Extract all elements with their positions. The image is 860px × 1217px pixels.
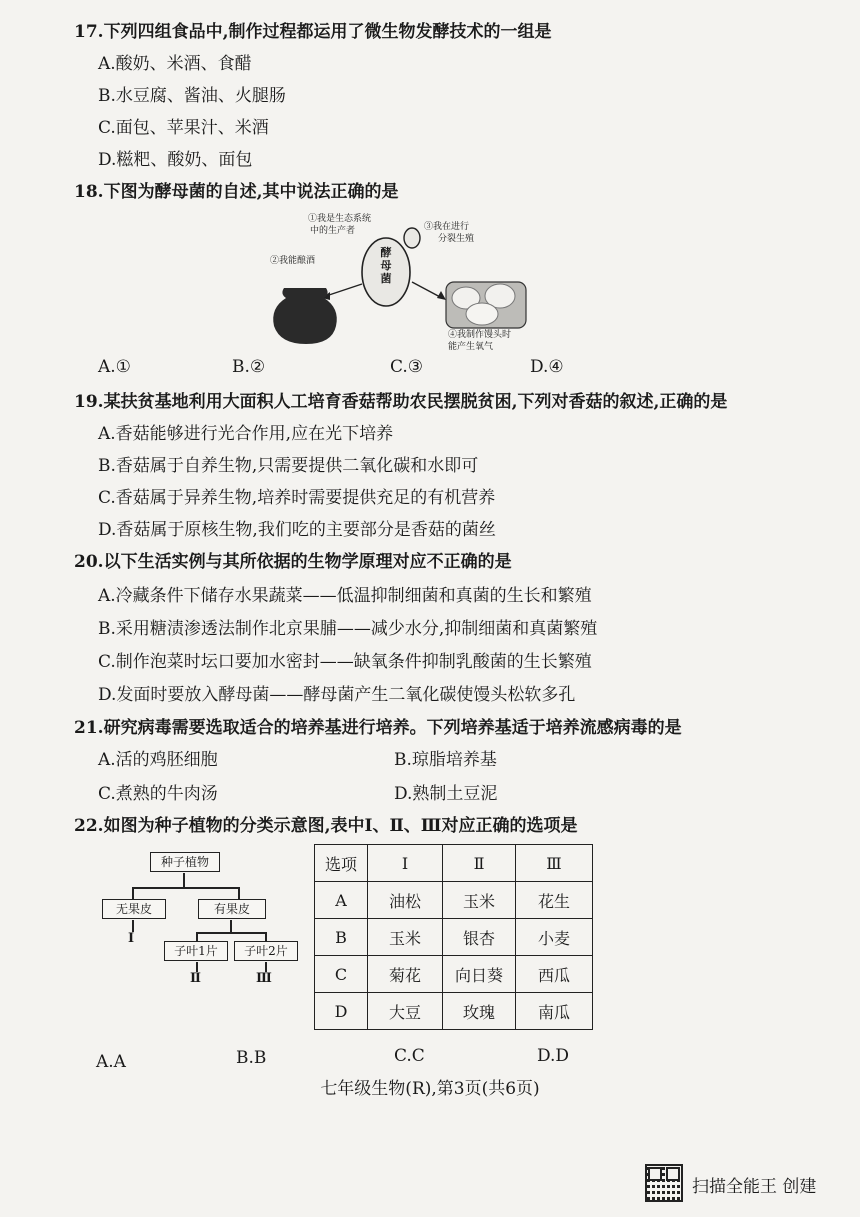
figure-label-1a: ①我是生态系统 bbox=[308, 214, 372, 224]
question-20-stem: 20.以下生活实例与其所依据的生物学原理对应不正确的是 bbox=[74, 552, 512, 572]
table-cell: 西瓜 bbox=[516, 956, 593, 993]
classification-table bbox=[314, 844, 593, 1030]
figure-label-3a: ③我在进行 bbox=[424, 222, 470, 232]
q20-option-d: D.发面时要放入酵母菌——酵母菌产生二氧化碳使馒头松软多孔 bbox=[98, 685, 576, 705]
yeast-cell-label bbox=[379, 246, 393, 285]
table-cell: 菊花 bbox=[368, 956, 443, 993]
tree-connector bbox=[196, 932, 198, 941]
q22-option-b: B.B bbox=[236, 1048, 267, 1068]
figure-label-4a: ④我制作馒头时 bbox=[448, 330, 512, 340]
table-cell: D bbox=[315, 993, 368, 1030]
question-21-stem: 21.研究病毒需要选取适合的培养基进行培养。下列培养基适于培养流感病毒的是 bbox=[74, 718, 682, 738]
figure-label-1b: 中的生产者 bbox=[310, 226, 356, 236]
tree-connector bbox=[238, 887, 240, 899]
table-row bbox=[315, 956, 593, 993]
tree-connector bbox=[132, 887, 239, 889]
q20-option-c: C.制作泡菜时坛口要加水密封——缺氧条件抑制乳酸菌的生长繁殖 bbox=[98, 652, 592, 672]
table-header-cell: Ⅲ bbox=[516, 845, 593, 882]
table-cell: 油松 bbox=[368, 882, 443, 919]
q22-option-c: C.C bbox=[394, 1046, 425, 1066]
table-header-cell: 选项 bbox=[315, 845, 368, 882]
q17-option-a: A.酸奶、米酒、食醋 bbox=[98, 54, 252, 74]
question-18-stem: 18.下图为酵母菌的自述,其中说法正确的是 bbox=[74, 182, 399, 202]
table-header-cell: Ⅱ bbox=[443, 845, 516, 882]
table-cell: 大豆 bbox=[368, 993, 443, 1030]
question-22-stem: 22.如图为种子植物的分类示意图,表中Ⅰ、Ⅱ、Ⅲ对应正确的选项是 bbox=[74, 816, 578, 836]
table-row bbox=[315, 919, 593, 956]
yeast-char-1: 酵 bbox=[380, 246, 392, 259]
q18-option-d: D.④ bbox=[530, 357, 564, 377]
yeast-char-3: 菌 bbox=[380, 272, 392, 285]
figure-label-3b: 分裂生殖 bbox=[438, 234, 475, 244]
q17-option-d: D.糍粑、酸奶、面包 bbox=[98, 150, 253, 170]
tree-connector bbox=[265, 932, 267, 941]
scanner-watermark: 扫描全能王 创建 bbox=[692, 1177, 817, 1197]
q22-option-a: A.A bbox=[96, 1052, 126, 1072]
table-cell: 玉米 bbox=[368, 919, 443, 956]
table-row bbox=[315, 882, 593, 919]
q20-option-a: A.冷藏条件下储存水果蔬菜——低温抑制细菌和真菌的生长和繁殖 bbox=[98, 586, 592, 606]
yeast-figure bbox=[262, 210, 542, 360]
page-footer: 七年级生物(R),第3页(共6页) bbox=[320, 1079, 540, 1099]
figure-label-2: ②我能酿酒 bbox=[270, 256, 316, 266]
table-header-cell: Ⅰ bbox=[368, 845, 443, 882]
question-19-stem: 19.某扶贫基地利用大面积人工培育香菇帮助农民摆脱贫困,下列对香菇的叙述,正确的是 bbox=[74, 392, 728, 412]
table-row bbox=[315, 993, 593, 1030]
qr-code-icon bbox=[645, 1164, 683, 1202]
table-cell: 玫瑰 bbox=[443, 993, 516, 1030]
tree-dicot: 子叶2片 bbox=[234, 941, 298, 961]
tree-mark-3: Ⅲ bbox=[256, 971, 272, 986]
table-header-row bbox=[315, 845, 593, 882]
q17-option-c: C.面包、苹果汁、米酒 bbox=[98, 118, 269, 138]
tree-mark-1: Ⅰ bbox=[128, 931, 135, 946]
table-cell: C bbox=[315, 956, 368, 993]
tree-connector bbox=[230, 920, 232, 932]
q21-option-a: A.活的鸡胚细胞 bbox=[98, 750, 218, 770]
table-cell: 向日葵 bbox=[443, 956, 516, 993]
tree-no-pericarp: 无果皮 bbox=[102, 899, 166, 919]
tree-mark-2: Ⅱ bbox=[190, 971, 201, 986]
q19-option-a: A.香菇能够进行光合作用,应在光下培养 bbox=[98, 424, 394, 444]
table-cell: 玉米 bbox=[443, 882, 516, 919]
question-17-stem: 17.下列四组食品中,制作过程都运用了微生物发酵技术的一组是 bbox=[74, 22, 552, 42]
table-cell: 小麦 bbox=[516, 919, 593, 956]
q22-option-d: D.D bbox=[537, 1046, 570, 1066]
q21-option-d: D.熟制土豆泥 bbox=[394, 784, 498, 804]
q21-option-c: C.煮熟的牛肉汤 bbox=[98, 784, 218, 804]
table-cell: B bbox=[315, 919, 368, 956]
tree-connector bbox=[132, 887, 134, 899]
table-cell: 南瓜 bbox=[516, 993, 593, 1030]
table-cell: 银杏 bbox=[443, 919, 516, 956]
table-cell: 花生 bbox=[516, 882, 593, 919]
q18-option-c: C.③ bbox=[390, 357, 424, 377]
q19-option-d: D.香菇属于原核生物,我们吃的主要部分是香菇的菌丝 bbox=[98, 520, 496, 540]
tree-monocot: 子叶1片 bbox=[164, 941, 228, 961]
q18-option-a: A.① bbox=[98, 357, 131, 377]
tree-connector bbox=[196, 932, 266, 934]
q19-option-b: B.香菇属于自养生物,只需要提供二氧化碳和水即可 bbox=[98, 456, 479, 476]
q20-option-b: B.采用糖渍渗透法制作北京果脯——减少水分,抑制细菌和真菌繁殖 bbox=[98, 619, 598, 639]
yeast-char-2: 母 bbox=[380, 259, 392, 272]
q18-option-b: B.② bbox=[232, 357, 266, 377]
q19-option-c: C.香菇属于异养生物,培养时需要提供充足的有机营养 bbox=[98, 488, 496, 508]
tree-connector bbox=[183, 873, 185, 887]
tree-has-pericarp: 有果皮 bbox=[198, 899, 266, 919]
q21-option-b: B.琼脂培养基 bbox=[394, 750, 497, 770]
q17-option-b: B.水豆腐、酱油、火腿肠 bbox=[98, 86, 286, 106]
tree-root: 种子植物 bbox=[150, 852, 220, 872]
figure-label-4b: 能产生氧气 bbox=[448, 342, 494, 352]
table-cell: A bbox=[315, 882, 368, 919]
